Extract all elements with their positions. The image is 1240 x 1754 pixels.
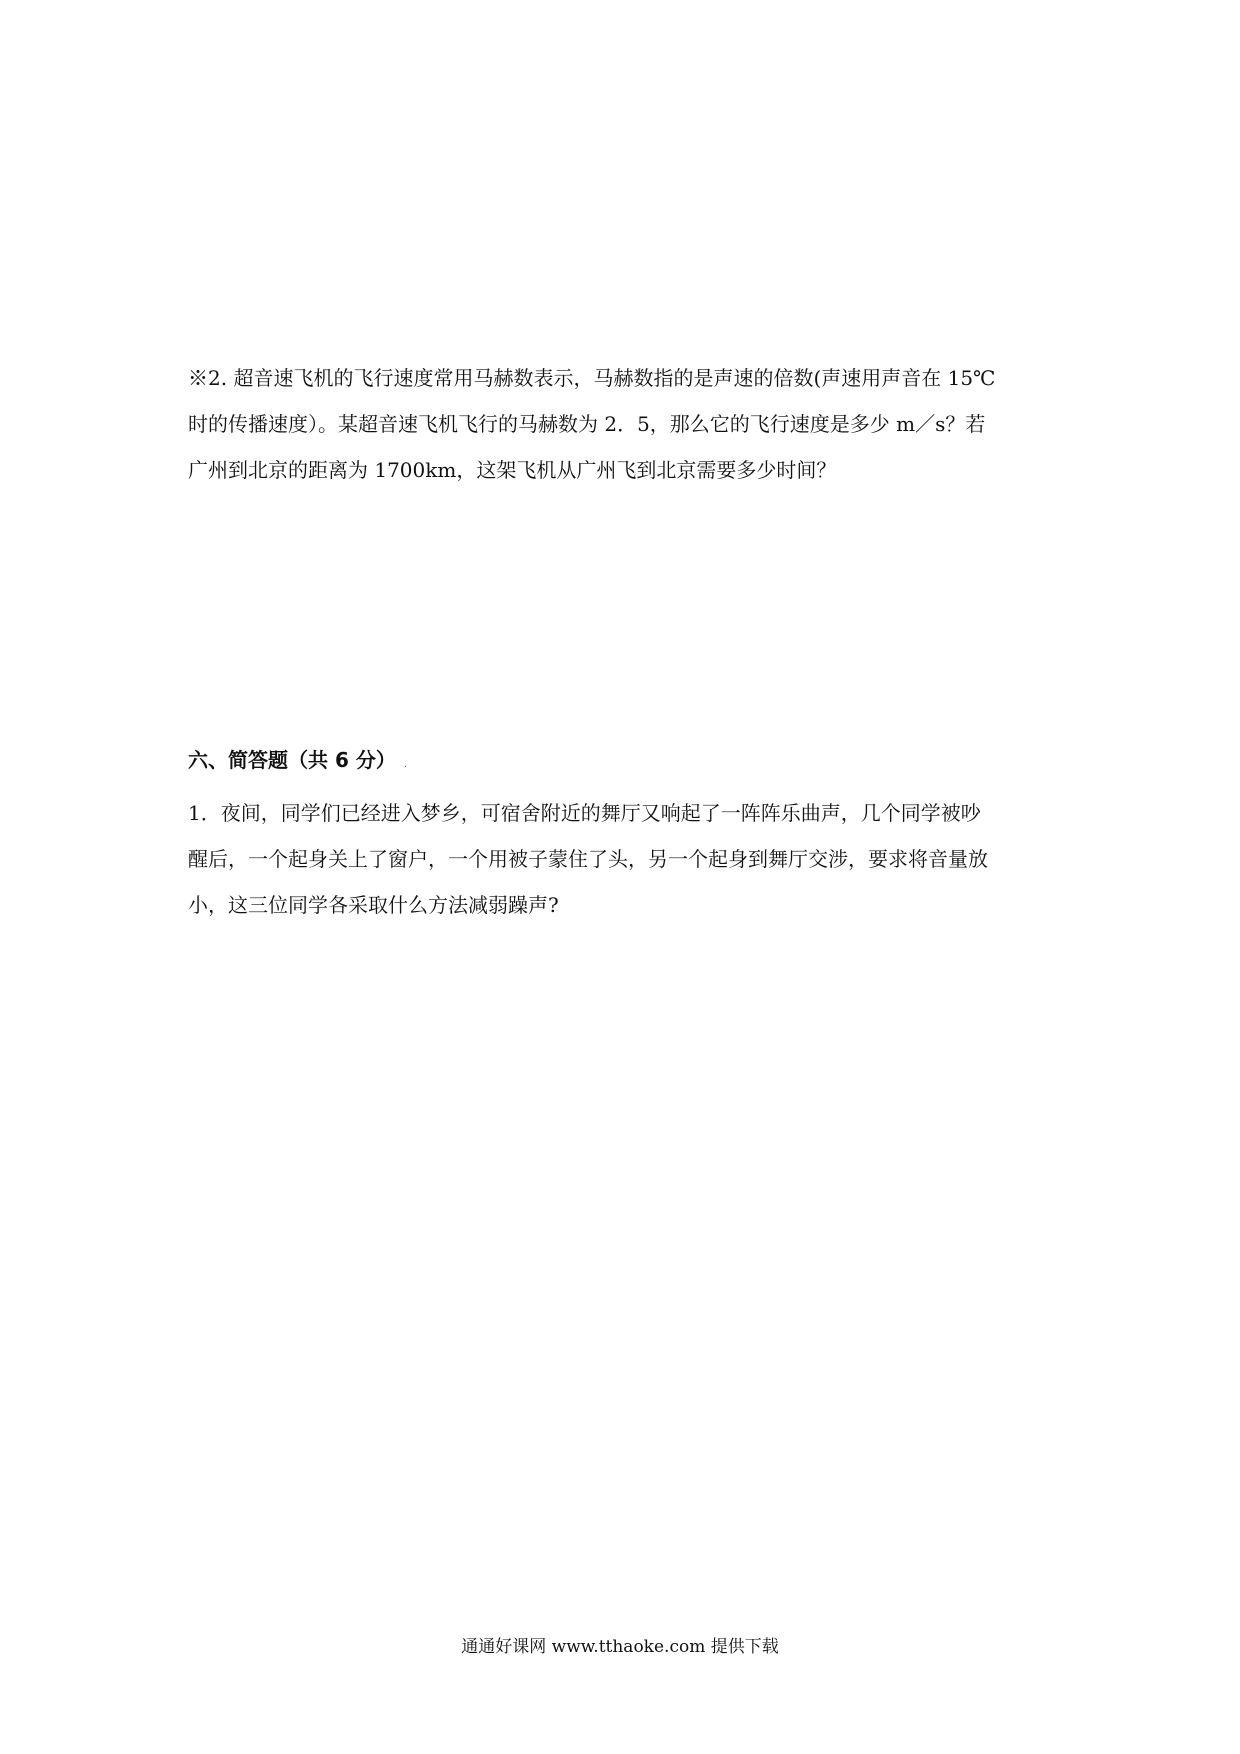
- question-2-line: 广州到北京的距离为 1700km，这架飞机从广州飞到北京需要多少时间？: [188, 458, 837, 482]
- page-footer: 通通好课网 www.tthaoke.com 提供下载: [461, 1637, 779, 1657]
- section-six-heading: 六、简答题（共 6 分）: [188, 748, 396, 772]
- question-1-line: 醒后，一个起身关上了窗户，一个用被子蒙住了头，另一个起身到舞厅交涉，要求将音量放: [188, 847, 988, 871]
- section-six-question-1: [188, 790, 1068, 928]
- question-2-line: 时的传播速度）。某超音速飞机飞行的马赫数为 2．5，那么它的飞行速度是多少 m／s？若: [188, 412, 986, 436]
- question-2-line: ※2. 超音速飞机的飞行速度常用马赫数表示，马赫数指的是声速的倍数(声速用声音在 15℃: [188, 366, 996, 390]
- question-1-line: 小，这三位同学各采取什么方法减弱躁声?: [188, 893, 559, 917]
- section-six-title: [188, 745, 407, 780]
- trailing-mark: .: [403, 759, 408, 770]
- question-1-line: 1．夜间，同学们已经进入梦乡，可宿舍附近的舞厅又响起了一阵阵乐曲声，几个同学被吵: [188, 801, 981, 825]
- question-2: [188, 355, 1068, 493]
